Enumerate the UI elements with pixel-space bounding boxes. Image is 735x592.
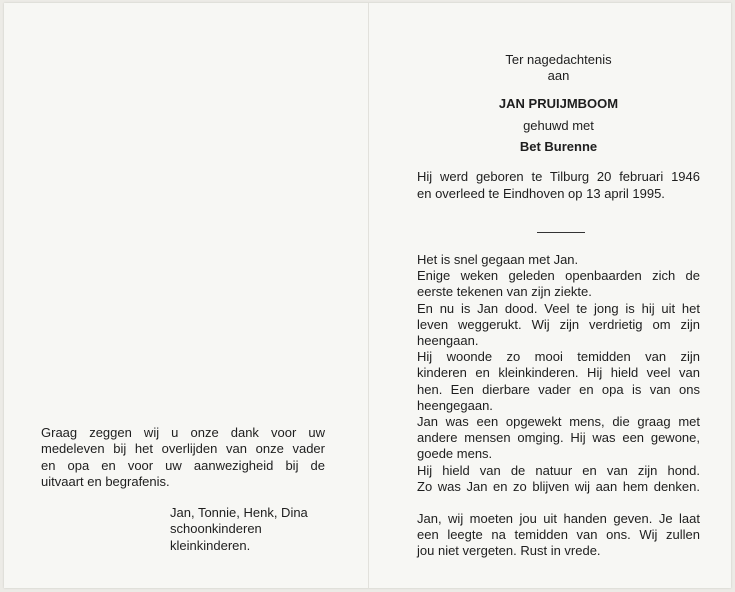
poem-line: een leegte na temidden van ons. Wij zullen: [417, 527, 700, 543]
family-signoff: [170, 505, 320, 554]
poem-line: Het is snel gegaan met Jan.: [417, 252, 579, 267]
poem-line: Enige weken geleden openbaarden zich de: [417, 268, 700, 284]
in-memory-line: Ter nagedachtenis: [505, 52, 612, 67]
poem-stanza: [417, 511, 700, 560]
signoff-line: schoonkinderen: [170, 521, 262, 537]
birth-death-text: [417, 168, 700, 202]
poem-line: heengaan.: [417, 333, 479, 349]
thanks-text: [41, 425, 325, 491]
poem-line: heengegaan.: [417, 397, 493, 413]
signoff-line: kleinkinderen.: [170, 537, 251, 553]
poem-line: goede mens.: [417, 446, 493, 462]
married-with-line: gehuwd met: [523, 118, 594, 133]
memorial-poem: [417, 252, 700, 576]
poem-line: hen. Een dierbare vader en opa is van ons: [417, 381, 700, 397]
divider-line: [537, 232, 585, 233]
signoff-line: Jan, Tonnie, Henk, Dina: [170, 505, 308, 520]
thanks-line: uitvaart en begrafenis.: [41, 474, 170, 490]
poem-line: jou niet vergeten. Rust in vrede.: [417, 543, 601, 559]
birth-line: Hij werd geboren te Tilburg 20 februari 1946: [417, 169, 700, 184]
thanks-line: en opa en voor uw aanwezigheid bij de: [41, 457, 325, 473]
memorial-card: [4, 3, 731, 588]
spouse-name: Bet Burenne: [519, 139, 598, 154]
poem-line: Zo was Jan en zo blijven wij aan hem denken.: [417, 478, 700, 494]
thanks-line: medeleven bij het overlijden van onze vader: [41, 441, 325, 457]
deceased-name: JAN PRUIJMBOOM: [498, 96, 619, 111]
poem-line: Hij woonde zo mooi temidden van zijn: [417, 349, 700, 365]
death-line: en overleed te Eindhoven op 13 april 1995.: [417, 186, 665, 201]
poem-line: Jan was een opgewekt mens, die graag met: [417, 414, 700, 430]
poem-line: Hij hield van de natuur en van zijn hond.: [417, 462, 700, 478]
thanks-line: Graag zeggen wij u onze dank voor uw: [41, 425, 325, 440]
card-fold: [368, 3, 369, 588]
poem-stanza: [417, 252, 700, 495]
poem-line: andere mensen omging. Hij was een gewone,: [417, 430, 700, 446]
poem-line: leven weggerukt. Wij zijn verdrietig om zijn: [417, 316, 700, 332]
poem-line: Jan, wij moeten jou uit handen geven. Je laat: [417, 511, 700, 527]
poem-line: eerste tekenen van zijn ziekte.: [417, 284, 592, 300]
to-line: aan: [547, 68, 570, 83]
poem-line: En nu is Jan dood. Veel te jong is hij uit het: [417, 300, 700, 316]
poem-line: kinderen en kleinkinderen. Hij hield veel van: [417, 365, 700, 381]
